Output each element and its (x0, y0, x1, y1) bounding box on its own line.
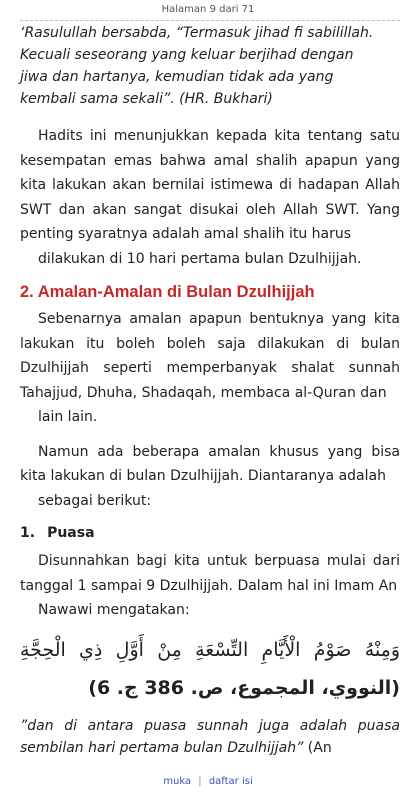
page-content (20, 22, 400, 759)
footer-nav (0, 776, 416, 787)
quote-line-4 (20, 88, 400, 110)
arabic-quote (20, 631, 400, 707)
home-link[interactable]: muka (163, 776, 192, 787)
subheading-puasa (20, 521, 400, 545)
paragraph-1-text: Hadits ini menunjukkan kepada kita tentang satu kesempatan emas bahwa amal shalih apapun yang kita lakukan akan bernilai istimewa di hadapan Allah SWT dan akan sangat disukai oleh Allah SWT. Yang penting syaratnya adalah amal shalih itu harus (20, 128, 400, 242)
paragraph-4-text: Disunnahkan bagi kita untuk berpuasa mulai dari tanggal 1 sampai 9 Dzulhijjah. Dalam hal ini Imam An (20, 553, 400, 594)
paragraph-1-last-line: dilakukan di 10 hari pertama bulan Dzulhijjah. (38, 250, 362, 267)
page-indicator: Halaman 9 dari 71 (161, 4, 255, 15)
quote-line-1: ‘Rasulullah bersabda, “Termasuk jihad fi sabilillah. (20, 25, 374, 41)
paragraph-amalan (20, 307, 400, 430)
quote-line-4-text: kembali sama sekali”. (20, 91, 175, 107)
paragraph-4-last-line: Nawawi mengatakan: (38, 602, 190, 618)
translation (20, 715, 400, 759)
paragraph-khusus (20, 440, 400, 514)
quote-line-3: jiwa dan hartanya, kemudian tidak ada yang (20, 69, 334, 85)
paragraph-puasa (20, 549, 400, 623)
section-title: 2. Amalan-Amalan di Bulan Dzulhijjah (20, 283, 315, 301)
translation-source-start: (An (307, 739, 332, 756)
arabic-text: وَمِنْهُ صَوْمُ الْأَيَّامِ التِّسْعَةِ مِنْ أَوَّلِ ذِي الْحِجَّةِ (20, 638, 400, 661)
arabic-source: (النووي، المجموع، ص. 386 ج. 6) (88, 676, 400, 699)
paragraph-hadith-explanation (20, 124, 400, 271)
toc-link[interactable]: daftar isi (208, 776, 253, 787)
paragraph-3-last-line: sebagai berikut: (38, 492, 152, 509)
translation-text: ”dan di antara puasa sunnah juga adalah puasa sembilan hari pertama bulan Dzulhijjah” (20, 717, 400, 756)
footer-separator: | (198, 776, 202, 787)
header-divider (20, 20, 400, 21)
subheading-label: Puasa (47, 525, 95, 541)
quote-line-2: Kecuali seseorang yang keluar berjihad dengan (20, 47, 354, 63)
hadith-quote (20, 22, 400, 110)
paragraph-2-last-line: lain lain. (38, 409, 98, 425)
quote-reference: (HR. Bukhari) (179, 91, 273, 107)
subheading-number: 1. (20, 525, 36, 541)
paragraph-3-text: Namun ada beberapa amalan khusus yang bisa kita lakukan di bulan Dzulhijjah. Diantaranya adalah (20, 443, 400, 484)
paragraph-2-text: Sebenarnya amalan apapun bentuknya yang kita lakukan itu boleh boleh saja dilakukan di bulan Dzulhijjah seperti memperbanyak shalat sunnah Tahajjud, Dhuha, Shadaqah, membaca al-Quran dan (20, 311, 400, 401)
